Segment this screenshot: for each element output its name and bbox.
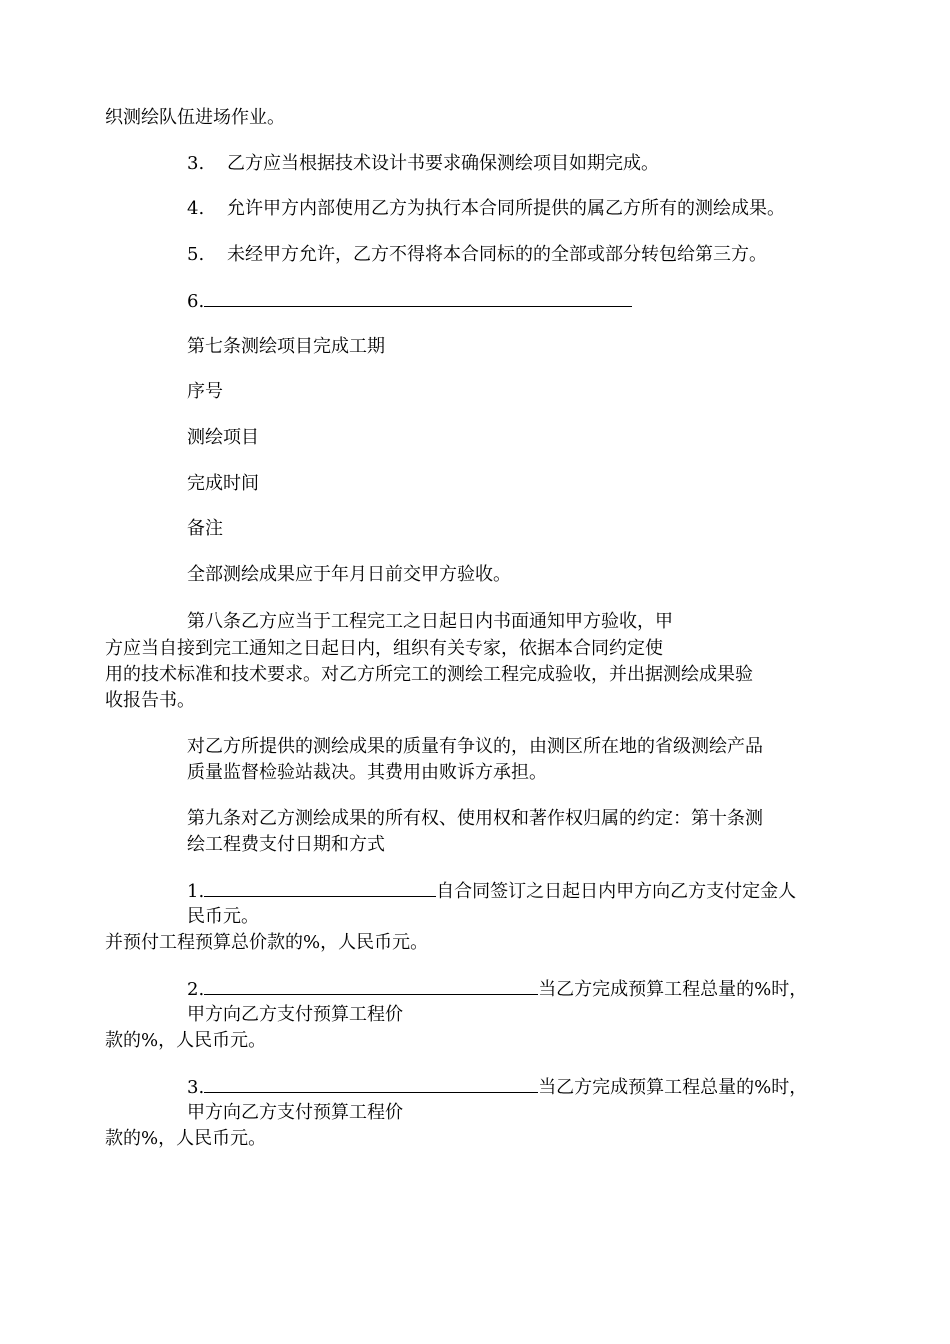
list-number: 1. — [187, 881, 205, 902]
payment-1-line-1 — [187, 879, 796, 904]
payment-3-line-1 — [187, 1075, 807, 1100]
dispute-line-2: 质量监督检验站裁决。其费用由败诉方承担。 — [187, 762, 547, 783]
fill-in-blank — [204, 879, 436, 897]
list-item-3 — [187, 152, 659, 176]
column-item-label: 测绘项目 — [187, 427, 259, 448]
list-text: 允许甲方内部使用乙方为执行本合同所提供的属乙方所有的测绘成果。 — [227, 198, 785, 219]
paragraph-continuation: 织测绘队伍进场作业。 — [105, 107, 285, 128]
list-number: 6. — [187, 291, 205, 312]
article-8-line-4: 收报告书。 — [105, 690, 195, 711]
payment-text: 自合同签订之日起日内甲方向乙方支付定金人 — [436, 881, 797, 902]
list-text: 未经甲方允许，乙方不得将本合同标的的全部或部分转包给第三方。 — [227, 244, 767, 265]
payment-3-line-3: 款的%，人民币元。 — [105, 1128, 267, 1149]
payment-1-line-3: 并预付工程预算总价款的%，人民币元。 — [105, 932, 429, 953]
list-number: 4. — [187, 198, 205, 219]
fill-in-blank — [204, 1075, 538, 1093]
article-8-line-2: 方应当自接到完工通知之日起日内，组织有关专家，依据本合同约定使 — [105, 638, 663, 659]
list-number: 3. — [187, 153, 205, 174]
fill-in-blank — [204, 289, 632, 307]
list-item-6 — [187, 289, 632, 314]
list-number: 5. — [187, 244, 205, 265]
article-9-line-1: 第九条对乙方测绘成果的所有权、使用权和著作权归属的约定：第十条测 — [187, 808, 763, 829]
completion-deadline-text: 全部测绘成果应于年月日前交甲方验收。 — [187, 564, 511, 585]
payment-text: 当乙方完成预算工程总量的%时， — [538, 979, 808, 1000]
payment-2-line-2: 甲方向乙方支付预算工程价 — [187, 1004, 403, 1025]
payment-2-line-3: 款的%，人民币元。 — [105, 1030, 267, 1051]
list-item-5 — [187, 243, 767, 267]
dispute-line-1: 对乙方所提供的测绘成果的质量有争议的，由测区所在地的省级测绘产品 — [187, 736, 763, 757]
fill-in-blank — [204, 977, 538, 995]
article-8-line-1: 第八条乙方应当于工程完工之日起日内书面通知甲方验收，甲 — [187, 611, 673, 632]
column-sequence-label: 序号 — [187, 381, 223, 402]
list-item-4 — [187, 197, 785, 221]
article-8-line-3: 用的技术标准和技术要求。对乙方所完工的测绘工程完成验收，并出据测绘成果验 — [105, 664, 753, 685]
payment-3-line-2: 甲方向乙方支付预算工程价 — [187, 1102, 403, 1123]
list-number: 3. — [187, 1077, 205, 1098]
article-9-line-2: 绘工程费支付日期和方式 — [187, 834, 385, 855]
list-text: 乙方应当根据技术设计书要求确保测绘项目如期完成。 — [227, 153, 659, 174]
payment-1-line-2: 民币元。 — [187, 906, 259, 927]
list-number: 2. — [187, 979, 205, 1000]
column-time-label: 完成时间 — [187, 473, 259, 494]
article-7-heading: 第七条测绘项目完成工期 — [187, 336, 385, 357]
payment-2-line-1 — [187, 977, 807, 1002]
payment-text: 当乙方完成预算工程总量的%时， — [538, 1077, 808, 1098]
column-note-label: 备注 — [187, 518, 223, 539]
